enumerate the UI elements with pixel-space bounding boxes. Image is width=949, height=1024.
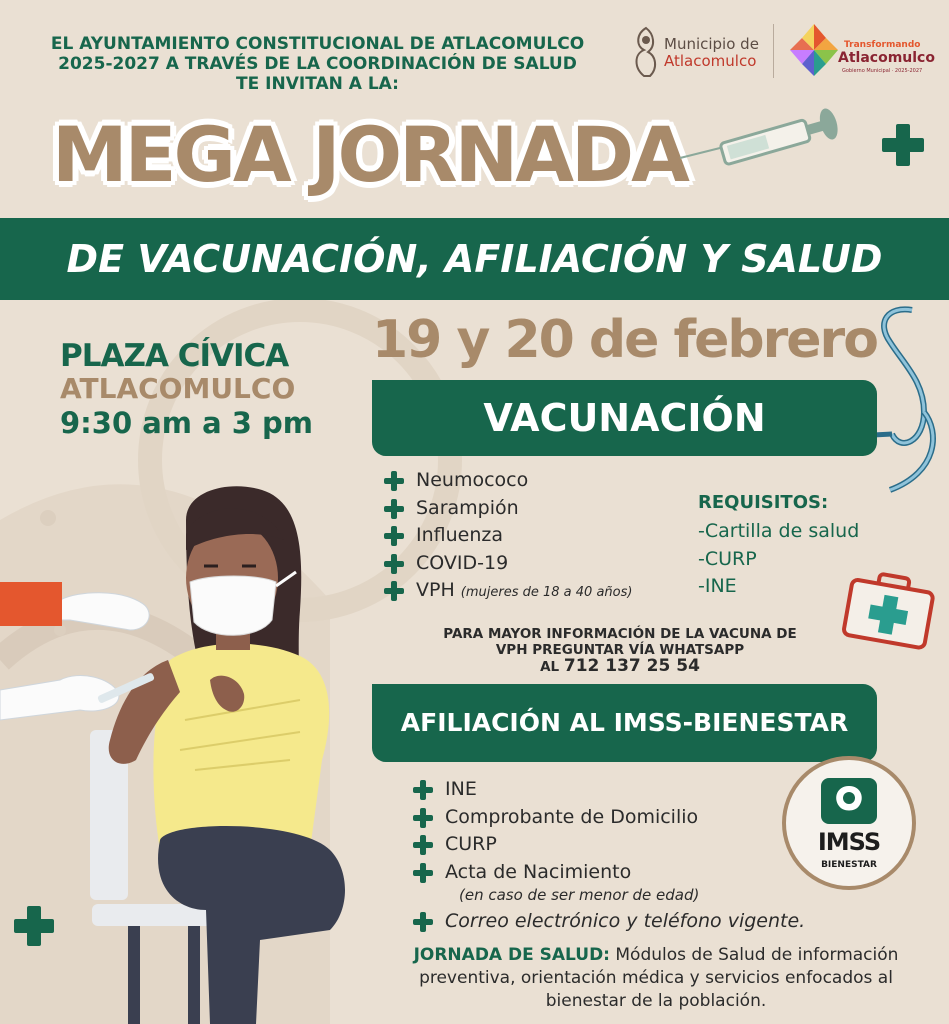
municipio-logo <box>626 22 766 84</box>
afiliacion-item: Correo electrónico y teléfono vigente. <box>413 908 805 936</box>
vacunacion-heading: VACUNACIÓN <box>372 380 877 456</box>
plus-icon <box>384 526 404 546</box>
plus-icon <box>384 554 404 574</box>
plus-icon <box>413 808 433 828</box>
vaccine-item: Influenza <box>384 522 632 550</box>
requisito-item: -CURP <box>698 547 757 570</box>
first-aid-kit-icon <box>840 570 940 650</box>
requisitos-title: REQUISITOS: <box>698 492 829 513</box>
plus-icon <box>384 581 404 601</box>
subtitle-band <box>0 218 949 300</box>
intro-line-1: EL AYUNTAMIENTO CONSTITUCIONAL DE ATLACOMULCO <box>50 34 585 54</box>
requisito-item: -Cartilla de salud <box>698 520 860 542</box>
pinwheel-icon <box>786 20 842 80</box>
intro-line-3: TE INVITAN A LA: <box>236 74 399 94</box>
afiliacion-heading: AFILIACIÓN AL IMSS-BIENESTAR <box>372 684 877 762</box>
imss-emblem-icon <box>819 776 879 826</box>
syringe-icon <box>676 96 846 166</box>
vph-note: (mujeres de 18 a 40 años) <box>460 585 633 600</box>
jornada-salud-text: JORNADA DE SALUD: Módulos de Salud de información preventiva, orientación médica y servicios enfocados al bienestar de la población. <box>413 945 899 1011</box>
requisito-item: -INE <box>698 575 737 597</box>
afiliacion-list <box>413 776 805 936</box>
intro-text <box>30 34 605 94</box>
vph-info-line1: PARA MAYOR INFORMACIÓN DE LA VACUNA DE <box>443 626 797 642</box>
municipio-emblem-icon <box>630 24 662 82</box>
afiliacion-item: CURP <box>413 831 805 859</box>
plus-icon <box>14 906 54 946</box>
vaccine-item: Neumococo <box>384 467 632 495</box>
jornada-salud-title: JORNADA DE SALUD: <box>413 945 610 965</box>
plus-icon <box>384 471 404 491</box>
requisitos-list <box>698 518 859 601</box>
afiliacion-item: Comprobante de Domicilio <box>413 804 805 832</box>
vaccine-item: VPH (mujeres de 18 a 40 años) <box>384 577 632 607</box>
transformando-logo <box>786 18 936 84</box>
plus-icon <box>384 499 404 519</box>
afiliacion-item: INE <box>413 776 805 804</box>
vph-info <box>400 626 840 675</box>
vaccine-list <box>384 467 632 607</box>
transformando-line2: Atlacomulco <box>838 50 935 66</box>
main-title: MEGA JORNADA <box>52 110 687 199</box>
vaccine-item: Sarampión <box>384 495 632 523</box>
location-hours: 9:30 am a 3 pm <box>60 406 314 440</box>
plus-icon <box>413 912 433 932</box>
subtitle-text: DE VACUNACIÓN, AFILIACIÓN Y SALUD <box>66 237 883 281</box>
plus-icon <box>413 780 433 800</box>
transformando-line1: Transformando <box>844 40 921 50</box>
afiliacion-item: Acta de Nacimiento <box>413 859 805 887</box>
acta-note: (en caso de ser menor de edad) <box>459 886 700 904</box>
plus-icon <box>882 124 924 166</box>
vaccine-item: COVID-19 <box>384 550 632 578</box>
transformando-line3: Gobierno Municipal · 2025-2027 <box>842 68 923 74</box>
imss-bienestar-logo <box>782 756 916 890</box>
imss-logo-sub: BIENESTAR <box>821 860 877 870</box>
location-city: ATLACOMULCO <box>60 372 296 405</box>
location-place: PLAZA CÍVICA <box>60 338 289 374</box>
municipio-logo-line1: Municipio de <box>664 35 759 53</box>
vph-info-line2: VPH PREGUNTAR VÍA WHATSAPP <box>495 642 745 658</box>
municipio-logo-line2: Atlacomulco <box>664 52 757 70</box>
vph-info-line3: AL 712 137 25 54 <box>540 656 700 676</box>
imss-logo-text: IMSS <box>817 828 881 856</box>
plus-icon <box>413 835 433 855</box>
plus-icon <box>413 863 433 883</box>
whatsapp-phone: 712 137 25 54 <box>563 656 700 676</box>
vaccination-illustration <box>0 470 380 1024</box>
logo-divider <box>773 24 774 78</box>
intro-line-2: 2025-2027 A TRAVÉS DE LA COORDINACIÓN DE SALUD <box>58 54 577 74</box>
event-date: 19 y 20 de febrero <box>372 310 877 370</box>
